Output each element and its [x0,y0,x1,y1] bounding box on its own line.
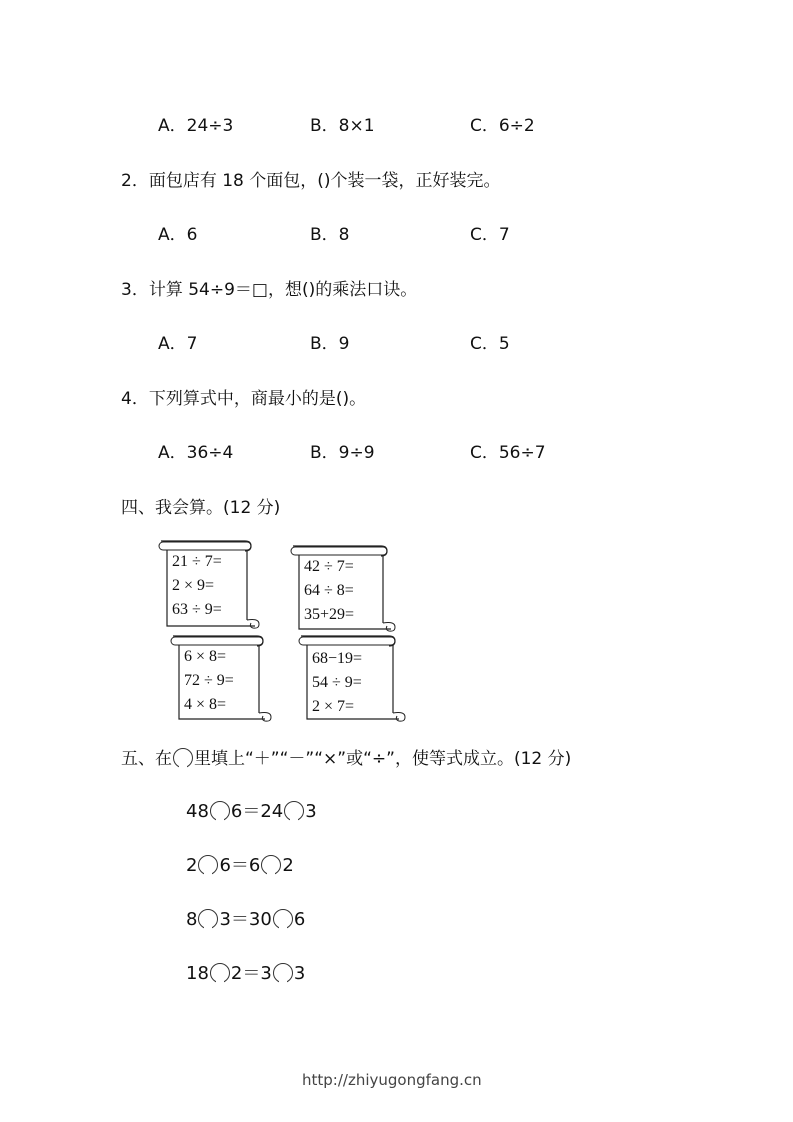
q3-option-c: C．5 [470,334,510,354]
section5-title [121,748,571,769]
q3-option-a: A．7 [158,334,198,354]
equation-3-part-a: 8 [186,909,198,930]
scroll-1-line-1: 21 ÷ 7= [172,553,222,570]
q4-option-c: C．56÷7 [470,443,546,463]
scroll-card-4 [295,633,410,723]
q3-option-b: B．9 [310,334,350,354]
footer-url[interactable]: http://zhiyugongfang.cn [302,1071,482,1089]
equation-4-part-a: 18 [186,963,209,984]
equation-1-part-c: 3 [305,801,317,822]
scroll-4-line-3: 2 × 7= [312,698,355,715]
q4-option-a: A．36÷4 [158,443,234,463]
scroll-3-line-1: 6 × 8= [184,648,227,665]
scroll-card-3 [167,633,277,723]
section4-title: 四、我会算。(12 分) [121,498,281,518]
q3-text: 3．计算 54÷9＝□，想()的乘法口诀。 [121,280,418,300]
scroll-2-line-2: 64 ÷ 8= [304,582,354,599]
answer-circle[interactable] [261,855,281,875]
section5-title-post: 里填上“＋”“－”“×”或“÷”，使等式成立。(12 分) [194,749,572,769]
equation-1 [186,801,317,822]
answer-circle[interactable] [198,909,218,929]
equation-4 [186,963,305,984]
answer-circle[interactable] [273,909,293,929]
q4-text: 4．下列算式中，商最小的是()。 [121,389,367,409]
scroll-3-line-2: 72 ÷ 9= [184,672,234,689]
equation-3-part-c: 6 [293,909,306,930]
equation-2-part-c: 2 [282,855,294,876]
equation-3 [186,909,305,930]
equation-3-part-b: 3＝30 [219,909,272,930]
scroll-card-2 [287,543,402,633]
scroll-2-line-3: 35+29= [304,606,355,623]
equation-4-part-b: 2＝3 [230,963,272,984]
q2-option-b: B．8 [310,225,350,245]
equation-2-part-b: 6＝6 [219,855,261,876]
answer-circle[interactable] [273,963,293,983]
equation-2 [186,855,294,876]
q2-option-c: C．7 [470,225,510,245]
q1-option-a: A．24÷3 [158,116,234,136]
scroll-3-line-3: 4 × 8= [184,696,227,713]
equation-1-part-b: 6＝24 [230,801,284,822]
scroll-card-1 [155,538,265,630]
scroll-2-line-1: 42 ÷ 7= [304,558,354,575]
q2-option-a: A．6 [158,225,198,245]
scroll-1-line-3: 63 ÷ 9= [172,601,222,618]
q1-option-b: B．8×1 [310,116,375,136]
equation-1-part-a: 48 [186,801,209,822]
q1-option-c: C．6÷2 [470,116,535,136]
blank-circle-icon [173,748,193,768]
answer-circle[interactable] [284,801,304,821]
q4-option-b: B．9÷9 [310,443,375,463]
equation-4-part-c: 3 [293,963,306,984]
scroll-1-line-2: 2 × 9= [172,577,215,594]
scroll-4-line-1: 68−19= [312,650,363,667]
answer-circle[interactable] [210,801,230,821]
answer-circle[interactable] [198,855,218,875]
answer-circle[interactable] [210,963,230,983]
section5-title-pre: 五、在 [121,749,172,769]
equation-2-part-a: 2 [186,855,198,876]
q2-text: 2．面包店有 18 个面包，()个装一袋，正好装完。 [121,171,501,191]
scroll-4-line-2: 54 ÷ 9= [312,674,362,691]
